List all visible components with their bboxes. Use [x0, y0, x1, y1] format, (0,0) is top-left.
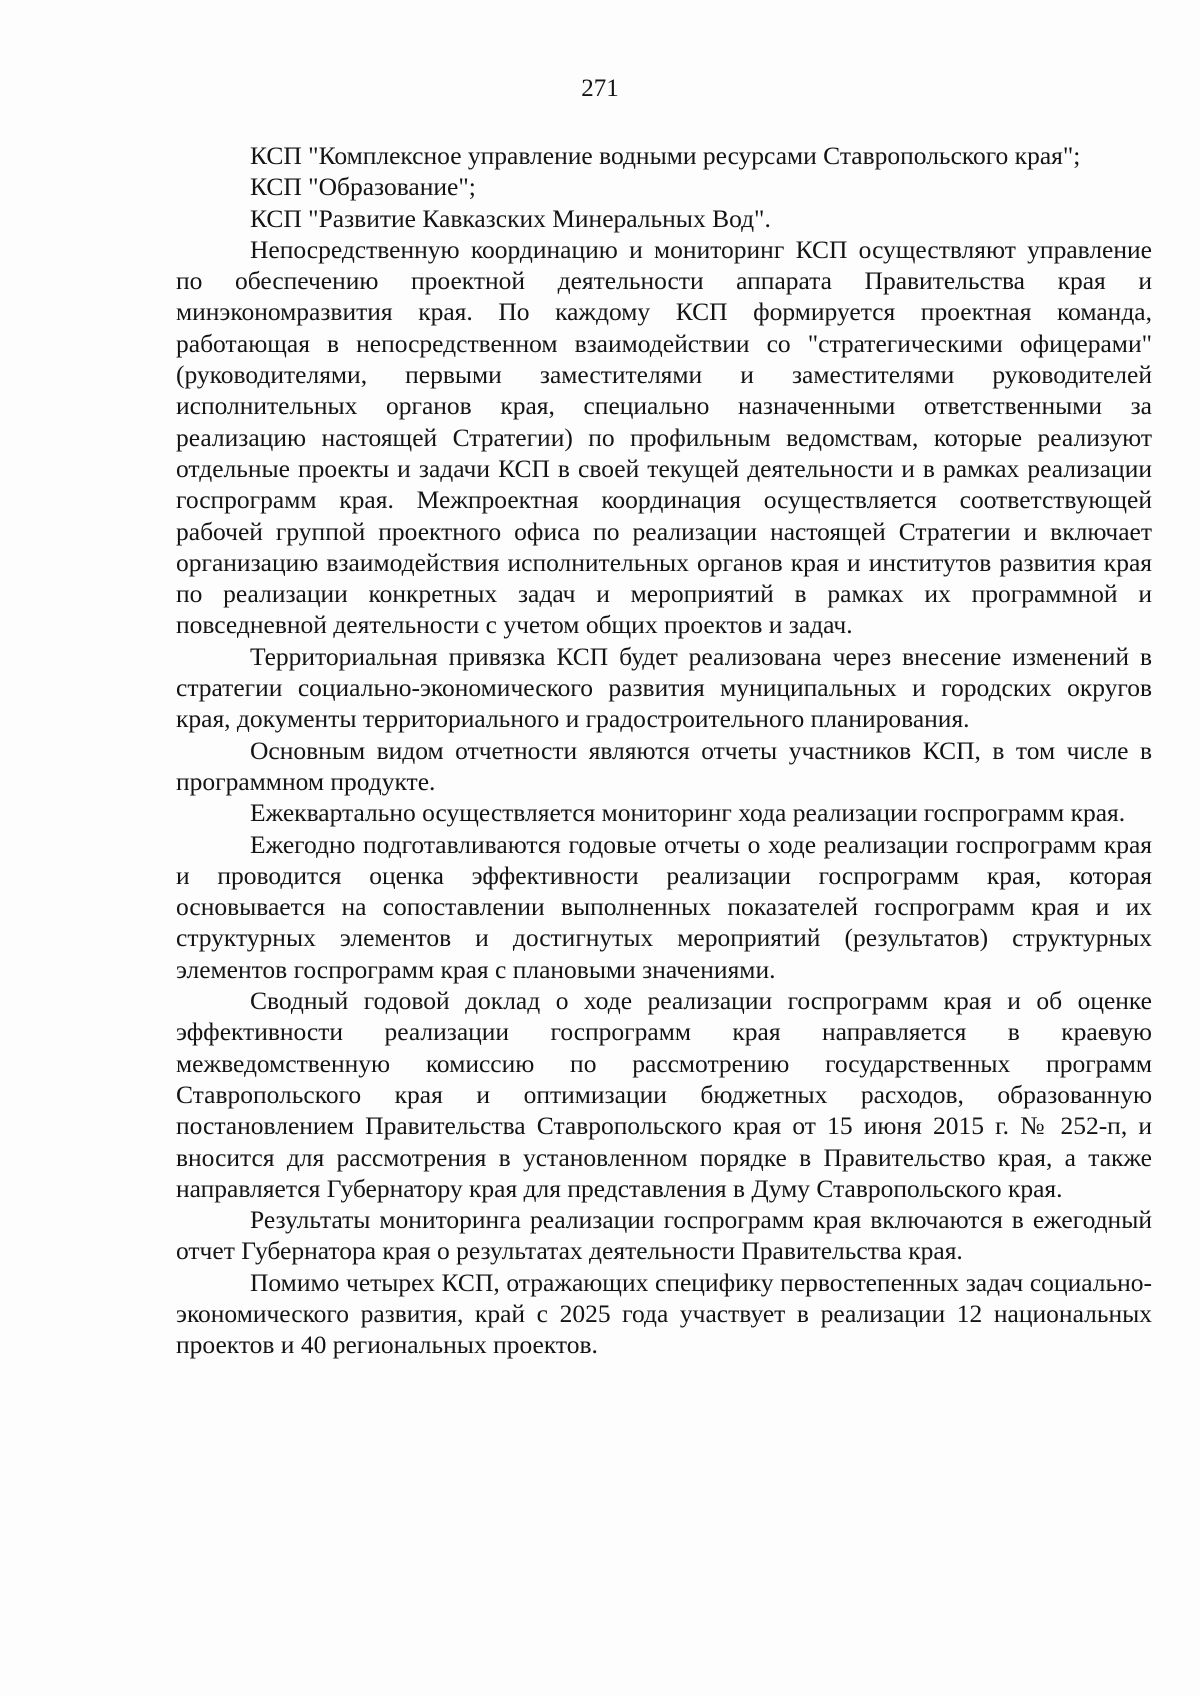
paragraph-annual-reports: Ежегодно подготавливаются годовые отчеты о ходе реализации госпрограмм края и проводится оценка эффективности реализации госпрограмм края, которая основывается на сопоставлении выполненных показателей госпрограмм края и их структурных элементов и достигнутых мероприятий (результатов) структурных элементов госпрограмм края с плановыми значениями.	[176, 829, 1152, 984]
paragraph-coordination: Непосредственную координацию и мониторинг КСП осуществляют управление по обеспечению проектной деятельности аппарата Правительства края и минэкономразвития края. По каждому КСП формируется проектная команда, работающая в непосредственном взаимодействии со "стратегическими офицерами" (руководителями, первыми заместителями и заместителями руководителей исполнительных органов края, специально назначенными ответственными за реализацию настоящей Стратегии) по профильным ведомствам, которые реализуют отдельные проекты и задачи КСП в своей текущей деятельности и в рамках реализации госпрограмм края. Межпроектная координация осуществляется соответствующей рабочей группой проектного офиса по реализации настоящей Стратегии и включает организацию взаимодействия исполнительных органов края и институтов развития края по реализации конкретных задач и мероприятий в рамках их программной и повседневной деятельности с учетом общих проектов и задач.	[176, 234, 1152, 640]
paragraph-territorial-binding: Территориальная привязка КСП будет реализована через внесение изменений в стратегии социально-экономического развития муниципальных и городских округов края, документы территориального и градостроительного планирования.	[176, 641, 1152, 734]
paragraph-national-projects: Помимо четырех КСП, отражающих специфику первостепенных задач социально-экономического развития, край с 2025 года участвует в реализации 12 национальных проектов и 40 региональных проектов.	[176, 1267, 1152, 1360]
paragraph-ksp-water-resources: КСП "Комплексное управление водными ресурсами Ставропольского края";	[250, 141, 1081, 170]
paragraph-reporting: Основным видом отчетности являются отчеты участников КСП, в том числе в программном продукте.	[176, 735, 1152, 796]
paragraph-quarterly-monitoring: Ежеквартально осуществляется мониторинг хода реализации госпрограмм края.	[250, 798, 1126, 828]
paragraph-summary-report: Сводный годовой доклад о ходе реализации госпрограмм края и об оценке эффективности реализации госпрограмм края направляется в краевую межведомственную комиссию по рассмотрению государственных программ Ставропольского края и оптимизации бюджетных расходов, образованную постановлением Правительства Ставропольского края от 15 июня 2015 г. № 252-п, и вносится для рассмотрения в установленном порядке в Правительство края, а также направляется Губернатору края для представления в Думу Ставропольского края.	[176, 986, 1152, 1203]
paragraph-ksp-education: КСП "Образование";	[250, 172, 476, 202]
paragraph-monitoring-results: Результаты мониторинга реализации госпрограмм края включаются в ежегодный отчет Губернатора края о результатах деятельности Правительства края.	[176, 1205, 1152, 1266]
document-body	[176, 140, 1152, 1361]
paragraph-ksp-kmv: КСП "Развитие Кавказских Минеральных Вод".	[250, 203, 771, 233]
page-number: 271	[581, 75, 619, 102]
